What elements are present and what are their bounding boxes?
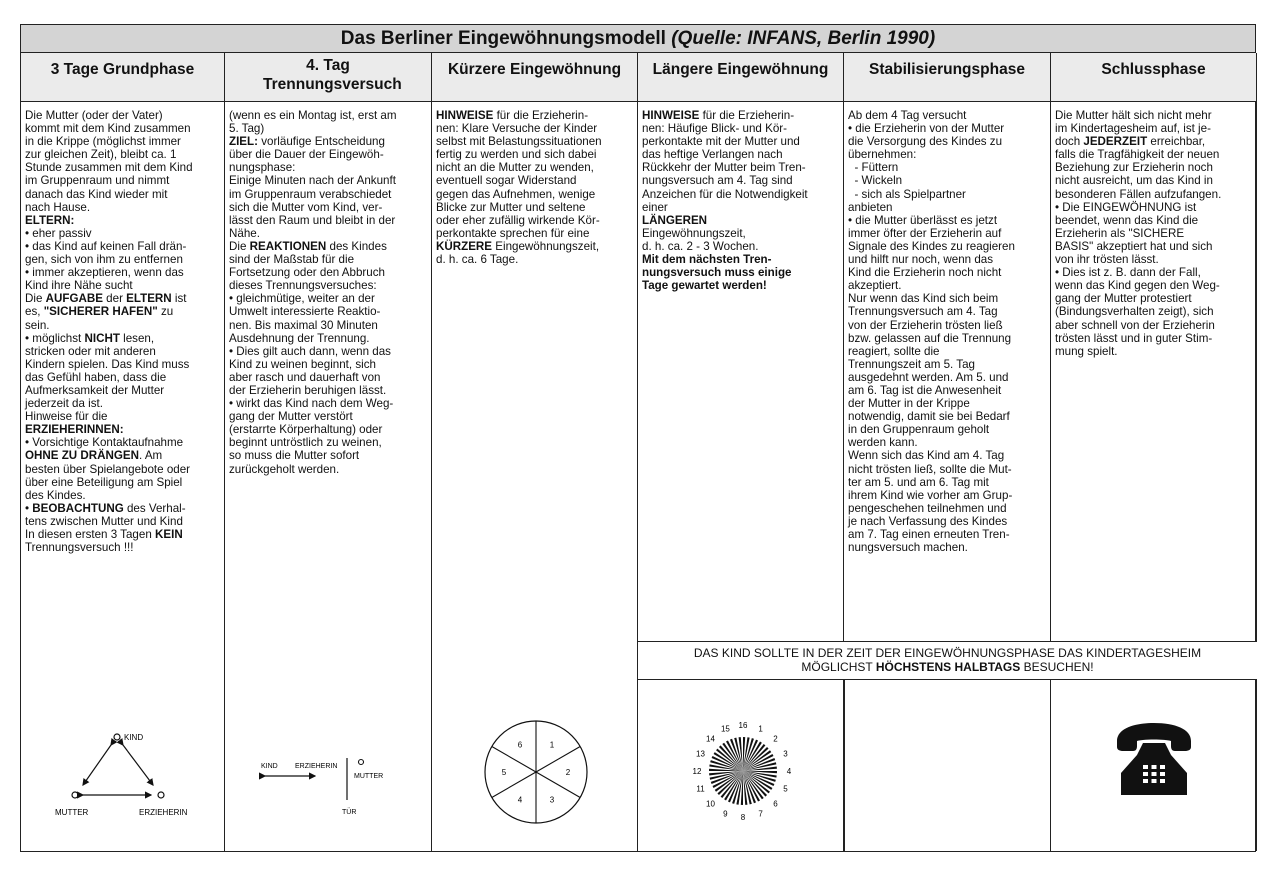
clock-ray [709,769,743,771]
text-line: je nach Verfassung des Kindes [848,514,1008,528]
erzieherin-node [158,792,164,798]
text-line: Tage gewartet werden! [642,279,767,293]
pie-label: 1 [549,740,555,750]
text-line: Ab dem 4 Tag versucht [848,109,967,122]
column-text [432,102,637,266]
clock-label: 2 [773,734,778,744]
text-line: pengeschehen teilnehmen und [848,501,1007,515]
mutter-node [359,760,364,765]
text-line: die Versorgung des Kindes zu [848,135,1003,149]
text-line: • möglichst NICHT lesen, [25,331,155,345]
clock-label: 3 [783,749,788,759]
text-line: Umwelt interessierte Reaktio- [229,305,381,319]
clock-label: 13 [696,749,705,759]
text-line: • BEOBACHTUNG des Verhal- [25,501,186,515]
pie-label: 2 [565,768,571,777]
text-line: ihrem Kind wie vorher am Grup- [848,488,1013,502]
text-line: • Dies gilt auch dann, wenn das [229,344,391,358]
text-line: das heftige Verlangen nach [642,148,783,162]
text-line: Kind die Erzieherin noch nicht [848,266,1002,280]
clock-label: 7 [758,809,763,819]
clock-ray [741,771,743,805]
text-line: das Gefühl haben, dass die [25,370,167,384]
text-line: eventuell sogar Widerstand [436,174,577,188]
text-line: am 6. Tag ist die Anwesenheit [848,383,1002,397]
text-line: wenn das Kind gegen den Weg- [1055,279,1220,293]
text-line: beendet, wenn das Kind die [1055,213,1199,227]
text-line: tens zwischen Mutter und Kind [25,514,183,528]
clock-label: 4 [786,767,792,776]
column-text [1051,102,1256,358]
text-line: nicht an die Mutter zu wenden, [436,161,594,175]
clock-label: 16 [738,721,748,730]
clock-label: 5 [783,784,788,794]
page-title [21,25,1255,53]
text-line: Signale des Kindes zu reagieren [848,239,1015,253]
text-line: sind der Maßstab für die [229,253,355,267]
text-line: nen: Klare Versuche der Kinder [436,122,598,136]
text-line: aber schnell von der Erzieherin [1055,318,1215,332]
text-line: oder eher zufällig wirkende Kör- [436,213,600,227]
text-line: • die Erzieherin von der Mutter [848,122,1005,136]
tuer-label: TÜR [342,809,357,816]
text-line: gang der Mutter verstört [229,410,353,424]
kind-label: KIND [124,733,144,742]
clock-ray [743,771,777,773]
text-line: Beziehung zur Erzieherin noch [1055,161,1213,175]
text-line: d. h. ca. 6 Tage. [436,253,519,267]
text-line: OHNE ZU DRÄNGEN. Am [25,449,163,463]
pie-label: 4 [517,795,523,805]
text-line: Trennungsversuch !!! [25,541,134,555]
erzieherin-label: ERZIEHERIN [295,763,338,770]
clock-label: 10 [706,799,715,809]
text-line: Blicke zur Mutter und seltene [436,200,586,214]
text-line: im Gruppenraum verabschiedet [229,187,392,201]
text-line: im Kindertagesheim auf, ist je- [1055,122,1211,136]
text-line: Rückkehr der Mutter beim Tren- [642,161,806,175]
clock-label: 15 [720,724,730,734]
text-line: nicht ausreicht, um das Kind in [1055,174,1213,188]
pie-spoke [536,772,580,798]
cell-divider [844,680,845,851]
erzieherin-label: ERZIEHERIN [139,808,188,817]
text-line: und hilft nur noch, wenn das [848,253,994,267]
text-line: nungsversuch am 4. Tag sind [642,174,793,188]
column-stabilisierung [844,53,1051,851]
text-line: • eher passiv [25,226,92,240]
text-line: Wenn sich das Kind am 4. Tag [848,449,1005,463]
text-line: trösten lässt und in guter Stim- [1055,331,1213,345]
column-text [225,102,431,476]
text-line: Einige Minuten nach der Ankunft [229,174,396,188]
text-line: immer öfter der Erzieherin auf [848,226,1002,240]
text-line: zur gleichen Zeit), bleibt ca. 1 [25,148,177,162]
text-line: Trennungszeit am 5. Tag [848,357,975,371]
cell-divider [1050,680,1051,851]
text-line: • wirkt das Kind nach dem Weg- [229,397,394,411]
column-text [844,102,1050,554]
text-line: Erzieherin als "SICHERE [1055,226,1185,240]
halbtags-note [638,641,1257,680]
arrow [83,745,111,785]
text-line: so muss die Mutter sofort [229,449,360,463]
text-line: • Dies ist z. B. dann der Fall, [1055,266,1201,280]
text-line: mung spielt. [1055,344,1118,358]
text-line: von der Erzieherin trösten ließ [848,318,1003,332]
title-main: Das Berliner Eingewöhnungsmodell [340,28,666,49]
pie-spoke [492,772,536,798]
clock-label: 1 [758,724,763,734]
text-line: danach das Kind wieder mit [25,187,168,201]
text-line: d. h. ca. 2 - 3 Wochen. [642,239,759,253]
text-line: nen: Häufige Blick- und Kör- [642,122,787,136]
text-line: Eingewöhnungszeit, [642,226,746,240]
text-line: Mit dem nächsten Tren- [642,253,772,267]
text-line: besten über Spielangebote oder [25,462,191,476]
text-line: ter am 5. und am 6. Tag mit [848,475,989,489]
column-header: Kürzere Eingewöhnung [432,53,637,102]
pie-label: 5 [501,768,507,777]
text-line: notwendig, damit sie bei Bedarf [848,410,1010,424]
clock-label: 11 [696,784,705,794]
text-line: nungsphase: [229,161,296,175]
text-line: sein. [25,318,50,332]
text-line: KÜRZERE Eingewöhnungszeit, [436,239,600,253]
kind-node [114,734,120,740]
text-line: in die Krippe (möglichst immer [25,135,181,149]
text-line: • das Kind auf keinen Fall drän- [25,239,187,253]
text-line: Aufmerksamkeit der Mutter [25,383,165,397]
text-line: In diesen ersten 3 Tagen KEIN [25,528,183,541]
column-header: Längere Eingewöhnung [638,53,843,102]
text-line: werden kann. [848,436,918,450]
mutter-label: MUTTER [55,808,89,817]
text-line: von ihr trösten lässt. [1055,253,1159,267]
text-line: falls die Tragfähigkeit der neuen [1055,148,1220,162]
text-line: - sich als Spielpartner [848,187,966,201]
text-line: perkontakte sprechen für eine [436,226,590,240]
text-line: Die Mutter hält sich nicht mehr [1055,109,1212,122]
pie-spoke [536,747,580,773]
arrow [123,745,153,785]
note-line-1: DAS KIND SOLLTE IN DER ZEIT DER EINGEWÖHNUNGSPHASE DAS KINDERTAGESHEIM [693,646,1202,660]
text-line: übernehmen: [848,148,917,162]
text-line: lässt den Raum und bleibt in der [229,213,396,227]
text-line: in den Gruppenraum geholt [848,423,990,437]
eingewoehnung-table [20,24,1256,852]
text-line: Kind zu weinen beginnt, sich [229,357,376,371]
text-line: akzeptiert. [848,279,902,293]
text-line: Nähe. [229,226,260,240]
pie-diagram [476,715,596,829]
text-line: Trennungsversuch am 4. Tag [848,305,998,319]
text-line: sich die Mutter vom Kind, ver- [229,200,383,214]
text-line: ELTERN: [25,213,75,227]
text-line: reagiert, sollte die [848,344,940,358]
text-line: aber rasch und dauerhaft von [229,370,381,384]
mutter-label: MUTTER [354,773,384,780]
clock-label: 14 [706,734,715,744]
text-line: zurückgeholt werden. [229,462,340,476]
text-line: perkontakte mit der Mutter und [642,135,800,149]
text-line: nicht trösten ließ, sollte die Mut- [848,462,1012,476]
text-line: • Vorsichtige Kontaktaufnahme [25,436,184,450]
text-line: dieses Trennungsversuches: [229,279,377,293]
column-header: 4. Tag Trennungsversuch [225,53,431,102]
kind-label: KIND [261,763,278,770]
clock-label: 8 [740,813,746,822]
text-line: Stunde zusammen mit dem Kind [25,161,193,175]
text-line: doch JEDERZEIT erreichbar, [1055,135,1206,149]
text-line: der Erzieherin beruhigen lässt. [229,383,387,397]
text-line: - Füttern [848,161,899,175]
text-line: • die Mutter überlässt es jetzt [848,213,998,227]
clock-diagram [671,705,821,835]
text-line: (wenn es ein Montag ist, erst am [229,109,397,122]
telephone-icon [1113,721,1195,799]
text-line: beginnt untröstlich zu weinen, [229,436,382,450]
text-line: fertig zu werden und sich dabei [436,148,597,162]
text-line: am 7. Tag einen erneuten Tren- [848,528,1010,541]
column-text [21,102,224,554]
text-line: (erstarrte Körperhaltung) oder [229,423,383,437]
text-line: kommt mit dem Kind zusammen [25,122,191,136]
text-line: Kindern spielen. Das Kind muss [25,357,190,371]
text-line: gegen das Aufnehmen, wenige [436,187,596,201]
text-line: 5. Tag) [229,122,265,136]
clock-label: 12 [692,767,702,776]
text-line: Die Mutter (oder der Vater) [25,109,163,122]
clock-label: 6 [773,799,778,809]
text-line: ausgedehnt werden. Am 5. und [848,370,1009,384]
text-line: (Bindungsverhalten zeigt), sich [1055,305,1214,319]
text-line: Fortsetzung oder den Abbruch [229,266,385,280]
text-line: bzw. gelassen auf die Trennung [848,331,1012,345]
door-diagram [259,750,399,820]
text-line: Kind ihre Nähe sucht [25,279,133,293]
text-line: stricken oder mit anderen [25,344,156,358]
title-source: (Quelle: INFANS, Berlin 1990) [671,28,936,49]
text-line: über eine Beteiligung am Spiel [25,475,183,489]
text-line: gen, sich von ihm zu entfernen [25,253,183,267]
text-line: des Kindes. [25,488,86,502]
text-line: einer [642,200,668,214]
text-line: nungsversuch muss einige [642,266,792,280]
text-line: Die REAKTIONEN des Kindes [229,239,387,253]
text-line: Anzeichen für die Notwendigkeit [642,187,808,201]
text-line: LÄNGEREN [642,213,708,227]
text-line: Nur wenn das Kind sich beim [848,292,999,306]
text-line: HINWEISE für die Erzieherin- [642,109,795,122]
text-line: über die Dauer der Eingewöh- [229,148,384,162]
text-line: Hinweise für die [25,410,108,424]
note-line-2: MÖGLICHST HÖCHSTENS HALBTAGS BESUCHEN! [801,660,1094,674]
text-line: selbst mit Belastungssituationen [436,135,602,149]
column-text [638,102,843,292]
text-line: jederzeit da ist. [25,397,103,411]
text-line: Die AUFGABE der ELTERN ist [25,292,187,306]
pie-label: 6 [517,740,523,750]
pie-spoke [492,747,536,773]
text-line: ZIEL: vorläufige Entscheidung [229,135,385,149]
triangle-diagram [51,725,201,820]
text-line: Ausdehnung der Trennung. [229,331,370,345]
column-trennungsversuch [225,53,432,851]
text-line: ERZIEHERINNEN: [25,423,124,437]
text-line: gang der Mutter protestiert [1055,292,1192,306]
text-line: • gleichmütige, weiter an der [229,292,375,306]
text-line: der Mutter in der Krippe [848,397,970,411]
column-header: Stabilisierungsphase [844,53,1050,102]
text-line: nach Hause. [25,200,91,214]
column-header: Schlussphase [1051,53,1256,102]
text-line: nen. Bis maximal 30 Minuten [229,318,378,332]
text-line: HINWEISE für die Erzieherin- [436,109,589,122]
text-line: besonderen Fällen aufzufangen. [1055,187,1222,201]
text-line: • immer akzeptieren, wenn das [25,266,184,280]
text-line: anbieten [848,200,893,214]
text-line: BASIS" akzeptiert hat und sich [1055,239,1213,253]
pie-label: 3 [549,795,555,805]
mutter-node [72,792,78,798]
text-line: - Wickeln [848,174,903,188]
text-line: im Gruppenraum und nimmt [25,174,170,188]
text-line: nungsversuch machen. [848,541,968,555]
clock-ray [743,737,745,771]
column-header: 3 Tage Grundphase [21,53,224,102]
clock-label: 9 [723,809,728,819]
text-line: • Die EINGEWÖHNUNG ist [1055,200,1197,214]
text-line: es, "SICHERER HAFEN" zu [25,305,174,319]
